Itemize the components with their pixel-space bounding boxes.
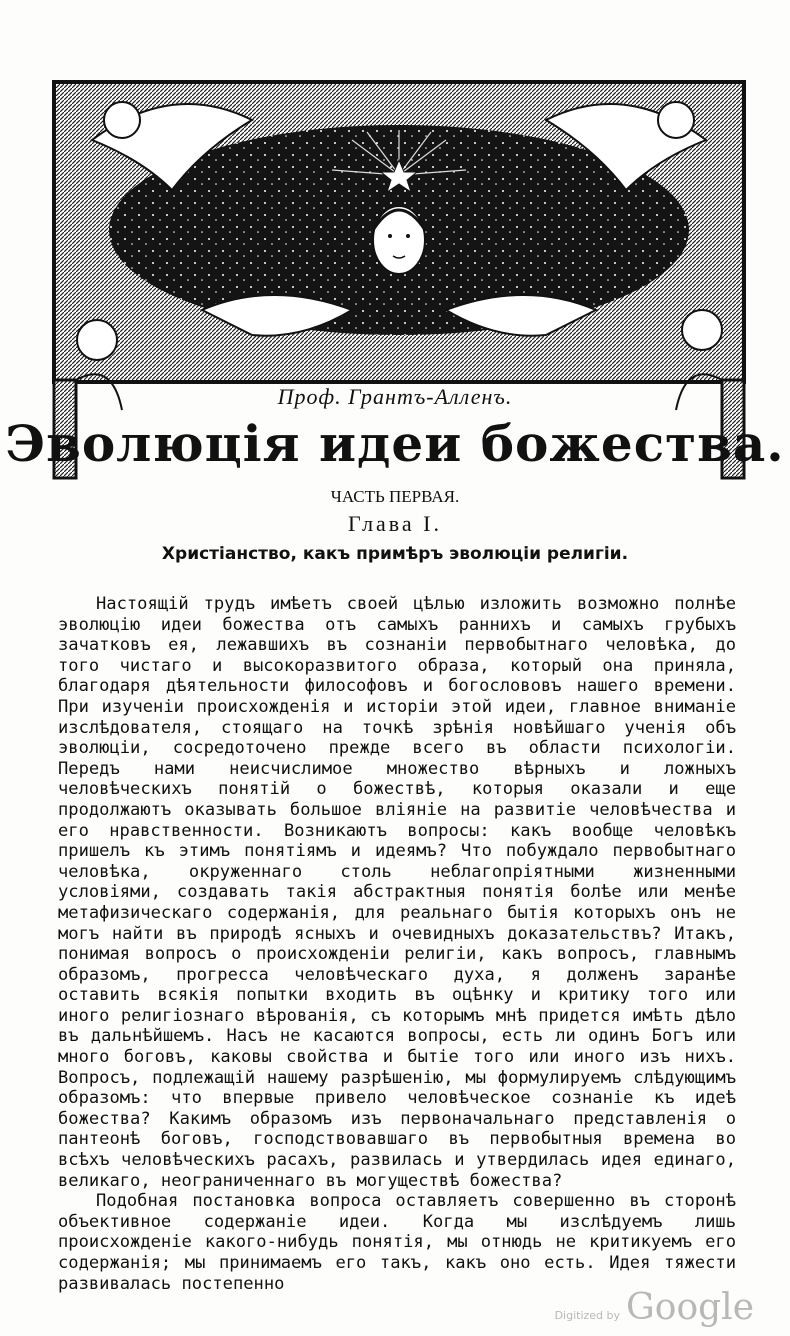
digitized-watermark (555, 1287, 754, 1328)
article-title: Эволюція идеи божества. (5, 414, 785, 473)
paragraph-1: Настоящій трудъ имѣетъ своей цѣлью изложить возможно полнѣе эволюцію идеи божества отъ самыхъ раннихъ и самыхъ грубыхъ зачатковъ ея, лежавшихъ въ сознаніи первобытнаго человѣка, до того чистаго и высокоразвитого образа, который она приняла, благодаря дѣятельности философовъ и богослововъ нашего времени. При изученіи происхожденія и исторіи этой идеи, главное вниманіе изслѣдователя, стоящаго на точкѣ зрѣнія новѣйшаго ученія объ эволюціи, сосредоточено прежде всего въ области психологіи. Передъ нами неисчислимое множество вѣрныхъ и ложныхъ человѣческихъ понятій о божествѣ, которыя оказали и еще продолжаютъ оказывать большое вліяніе на развитіе человѣчества и его нравственности. Возникаютъ вопросы: какъ вообще человѣкъ пришелъ къ этимъ понятіямъ и идеямъ? Что побуждало первобытнаго человѣка, окруженнаго столь неблагопріятными жизненными условіями, создавать такія абстрактныя понятія болѣе или менѣе метафизическаго содержанія, для реальнаго бытія которыхъ онъ не могъ найти въ природѣ ясныхъ и очевидныхъ доказательствъ? Итакъ, понимая вопросъ о происхожденіи религіи, какъ вопросъ, главнымъ образомъ, прогресса человѣческаго духа, я долженъ заранѣе оставить всякія попытки входить въ оцѣнку и критику того или иного религіознаго вѣрованія, съ которымъ мнѣ придется имѣть дѣло въ дальнѣйшемъ. Насъ не касаются вопросы, есть ли одинъ Богъ или много боговъ, каковы свойства и бытіе того или иного изъ нихъ. Вопросъ, подлежащій нашему разрѣшенію, мы формулируемъ слѣдующимъ образомъ: что впервые привело человѣческое сознаніе къ идеѣ божества? Какимъ образомъ изъ первоначальнаго представленія о пантеонѣ боговъ, господствовавшаго въ первобытныя времена во всѣхъ человѣческихъ расахъ, развилась и утвердилась идея единаго, великаго, неограниченнаго въ могуществѣ божества? (58, 594, 736, 1191)
google-logo: Google (626, 1287, 754, 1328)
body-text (58, 594, 736, 1294)
author-line: Проф. Грантъ-Алленъ. (277, 384, 513, 409)
chapter-heading: Глава I. (348, 511, 442, 536)
part-heading: ЧАСТЬ ПЕРВАЯ. (330, 487, 460, 506)
chapter-subtitle: Христіанство, какъ примѣръ эволюціи религіи. (161, 544, 629, 564)
watermark-prefix: Digitized by (554, 1309, 621, 1322)
paragraph-2: Подобная постановка вопроса оставляетъ совершенно въ сторонѣ объективное содержаніе идеи. Когда мы изслѣдуемъ лишь происхожденіе какого-нибудь понятія, мы отнюдь не критикуемъ его содержанія; мы принимаемъ его такъ, какъ оно есть. Идея тяжести развивалась постепенно (58, 1191, 736, 1294)
